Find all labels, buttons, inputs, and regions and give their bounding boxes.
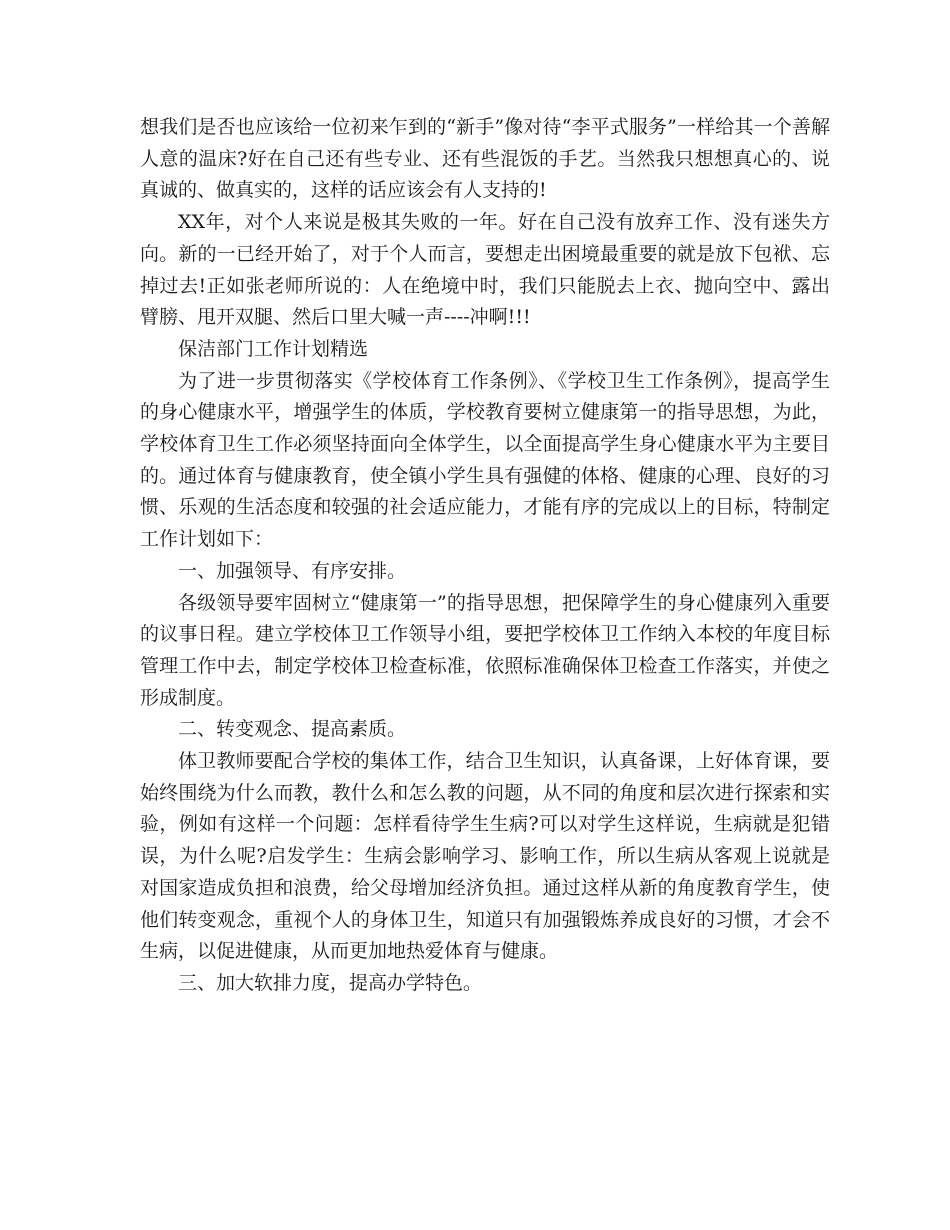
section-heading-3: 三、加大软排力度，提高办学特色。 (178, 971, 483, 994)
paragraph-continuation: 想我们是否也应该给一位初来乍到的“新手”像对待“李平式服务”一样给其一个善解人意的温床?好在自己还有些专业、还有些混饭的手艺。当然我只想想真心的、说真诚的、做真实的，这样的话应该会有人支持的! (140, 116, 830, 202)
document-body (140, 112, 830, 1000)
paragraph-leadership: 各级领导要牢固树立“健康第一”的指导思想，把保障学生的身心健康列入重要的议事日程。建立学校体卫工作领导小组，要把学校体卫工作纳入本校的年度目标管理工作中去，制定学校体卫检查标准，依照标准确保体卫检查工作落实，并使之形成制度。 (140, 591, 830, 709)
paragraph-intro: 为了进一步贯彻落实《学校体育工作条例》、《学校卫生工作条例》，提高学生的身心健康水平，增强学生的体质，学校教育要树立健康第一的指导思想，为此，学校体育卫生工作必须坚持面向全体学生，以全面提高学生身心健康水平为主要目的。通过体育与健康教育，使全镇小学生具有强健的体格、健康的心理、良好的习惯、乐观的生活态度和较强的社会适应能力，才能有序的完成以上的目标，特制定工作计划如下： (140, 369, 830, 551)
section-heading-1: 一、加强领导、有序安排。 (178, 559, 407, 582)
paragraph-year-review: XX年，对个人来说是极其失败的一年。好在自己没有放弃工作、没有迷失方向。新的一已经开始了，对于个人而言，要想走出困境最重要的就是放下包袱、忘掉过去!正如张老师所说的：人在绝境中时，我们只能脱去上衣、抛向空中、露出臂膀、甩开双腿、然后口里大喊一声----冲啊!!! (140, 211, 830, 329)
section-heading-2: 二、转变观念、提高素质。 (178, 718, 407, 741)
section-title: 保洁部门工作计划精选 (178, 337, 369, 360)
paragraph-concepts: 体卫教师要配合学校的集体工作，结合卫生知识，认真备课，上好体育课，要始终围绕为什么而教，教什么和怎么教的问题，从不同的角度和层次进行探索和实验，例如有这样一个问题：怎样看待学生生病?可以对学生这样说，生病就是犯错误，为什么呢?启发学生：生病会影响学习、影响工作，所以生病从客观上说就是对国家造成负担和浪费，给父母增加经济负担。通过这样从新的角度教育学生，使他们转变观念，重视个人的身体卫生，知道只有加强锻炼养成良好的习惯，才会不生病，以促进健康，从而更加地热爱体育与健康。 (140, 750, 830, 963)
